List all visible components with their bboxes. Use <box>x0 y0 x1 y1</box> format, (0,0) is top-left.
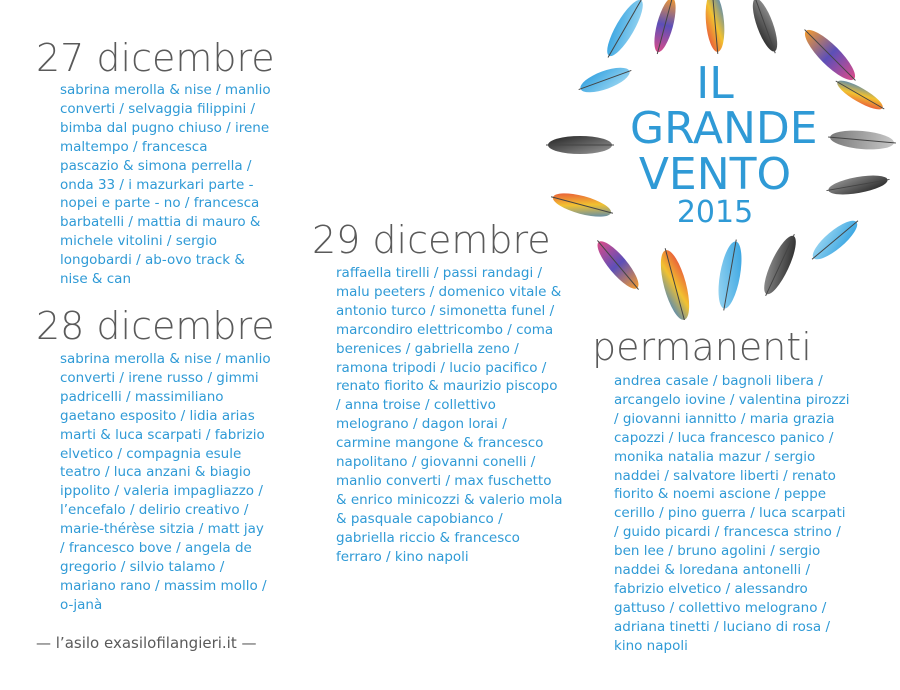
name-line: bimba dal pugno chiuso / irene <box>60 119 270 136</box>
name-line: nopei e parte - no / francesca <box>60 195 260 212</box>
heading-29-dicembre: 29 dicembre <box>312 218 551 262</box>
name-line: monika natalia mazur / sergio <box>614 448 816 465</box>
name-line: renato fiorito & maurizio piscopo <box>336 378 558 395</box>
name-line: ferraro / kino napoli <box>336 548 469 565</box>
feather-5 <box>797 22 862 87</box>
name-line: malu peeters / domenico vitale & <box>336 283 562 300</box>
names-28-dicembre <box>60 350 271 615</box>
feather-13 <box>591 235 646 296</box>
name-line: gregorio / silvio talamo / <box>60 558 225 575</box>
feather-16 <box>757 230 802 299</box>
name-line: capozzi / luca francesco panico / <box>614 429 834 446</box>
name-line: fabrizio elvetico / alessandro <box>614 580 808 597</box>
feather-9 <box>806 214 864 266</box>
name-line: l’encefalo / delirio creativo / <box>60 502 249 519</box>
feather-14 <box>655 245 696 320</box>
name-line: adriana tinetti / luciano di rosa / <box>614 618 831 635</box>
title-line-2: GRANDE <box>630 103 818 154</box>
title-year: 2015 <box>676 195 754 230</box>
name-line: pascazio & simona perrella / <box>60 157 252 174</box>
name-line: ben lee / bruno agolini / sergio <box>614 543 821 560</box>
name-line: longobardi / ab-ovo track & <box>60 252 245 269</box>
feather-4 <box>747 0 783 56</box>
name-line: padricelli / massimiliano <box>60 388 224 405</box>
name-line: marti & luca scarpati / fabrizio <box>60 426 265 443</box>
name-line: barbatelli / mattia di mauro & <box>60 214 261 231</box>
title-line-1: IL <box>696 58 734 109</box>
name-line: melograno / dagon lorai / <box>336 416 507 433</box>
name-line: sabrina merolla & nise / manlio <box>60 351 271 367</box>
title-line-3: VENTO <box>638 149 792 200</box>
name-line: converti / selvaggia filippini / <box>60 100 256 117</box>
name-line: naddei / salvatore liberti / renato <box>614 467 836 484</box>
name-line: converti / irene russo / gimmi <box>60 369 259 386</box>
name-line: nise & can <box>60 271 132 288</box>
name-line: gaetano esposito / lidia arias <box>60 407 255 424</box>
heading-28-dicembre: 28 dicembre <box>36 304 275 348</box>
name-line: gattuso / collettivo melograno / <box>614 599 827 616</box>
names-permanenti <box>614 372 850 656</box>
name-line: ippolito / valeria impagliazzo / <box>60 483 263 500</box>
name-line: onda 33 / i mazurkari parte - <box>60 176 254 193</box>
name-line: marcondiro elettricombo / coma <box>336 321 554 338</box>
name-line: mariano rano / massim mollo / <box>60 577 267 594</box>
name-line: antonio turco / simonetta funel / <box>336 302 555 319</box>
name-line: & pasquale capobianco / <box>336 510 503 527</box>
name-line: berenices / gabriella zeno / <box>336 340 519 357</box>
name-line: / anna troise / collettivo <box>336 397 496 414</box>
feather-7 <box>827 128 896 152</box>
names-27-dicembre <box>60 81 271 289</box>
feather-12 <box>549 188 615 222</box>
name-line: maltempo / francesca <box>60 138 208 155</box>
name-line: teatro / luca anzani & biagio <box>60 464 251 481</box>
name-line: sabrina merolla & nise / manlio <box>60 82 271 98</box>
name-line: o-janà <box>60 596 103 613</box>
name-line: & enrico minicozzi & valerio mola <box>336 491 563 508</box>
feather-11 <box>546 136 614 154</box>
names-29-dicembre <box>336 264 562 567</box>
name-line: manlio converti / max fuschetto <box>336 472 552 489</box>
name-line: kino napoli <box>614 637 688 654</box>
feather-15 <box>714 238 746 312</box>
name-line: ramona tripodi / lucio pacifico / <box>336 359 547 376</box>
feather-10 <box>576 62 635 98</box>
name-line: marie-thérèse sitzia / matt jay <box>60 521 264 538</box>
name-line: elvetico / compagnia esule <box>60 445 242 462</box>
name-line: andrea casale / bagnoli libera / <box>614 373 823 389</box>
name-line: gabriella riccio & francesco <box>336 529 520 546</box>
heading-27-dicembre: 27 dicembre <box>36 36 275 80</box>
event-title <box>630 58 818 230</box>
name-line: raffaella tirelli / passi randagi / <box>336 265 543 281</box>
feather-8 <box>825 172 891 199</box>
feather-6 <box>832 75 887 115</box>
heading-permanenti: permanenti <box>592 325 812 369</box>
feather-2 <box>650 0 681 56</box>
name-line: michele vitolini / sergio <box>60 233 217 250</box>
name-line: / guido picardi / francesca strino / <box>614 524 841 541</box>
name-line: cerillo / pino guerra / luca scarpati <box>614 505 846 522</box>
name-line: / giovanni iannitto / maria grazia <box>614 410 835 427</box>
name-line: / francesco bove / angela de <box>60 540 252 557</box>
feather-1 <box>600 0 650 62</box>
name-line: napolitano / giovanni conelli / <box>336 454 536 471</box>
footer-website: — l’asilo exasilofilangieri.it — <box>36 634 257 652</box>
name-line: carmine mangone & francesco <box>336 435 544 452</box>
feather-3 <box>703 0 727 55</box>
name-line: arcangelo iovine / valentina pirozzi <box>614 391 850 408</box>
name-line: naddei & loredana antonelli / <box>614 562 811 579</box>
name-line: fiorito & noemi ascione / peppe <box>614 486 827 503</box>
